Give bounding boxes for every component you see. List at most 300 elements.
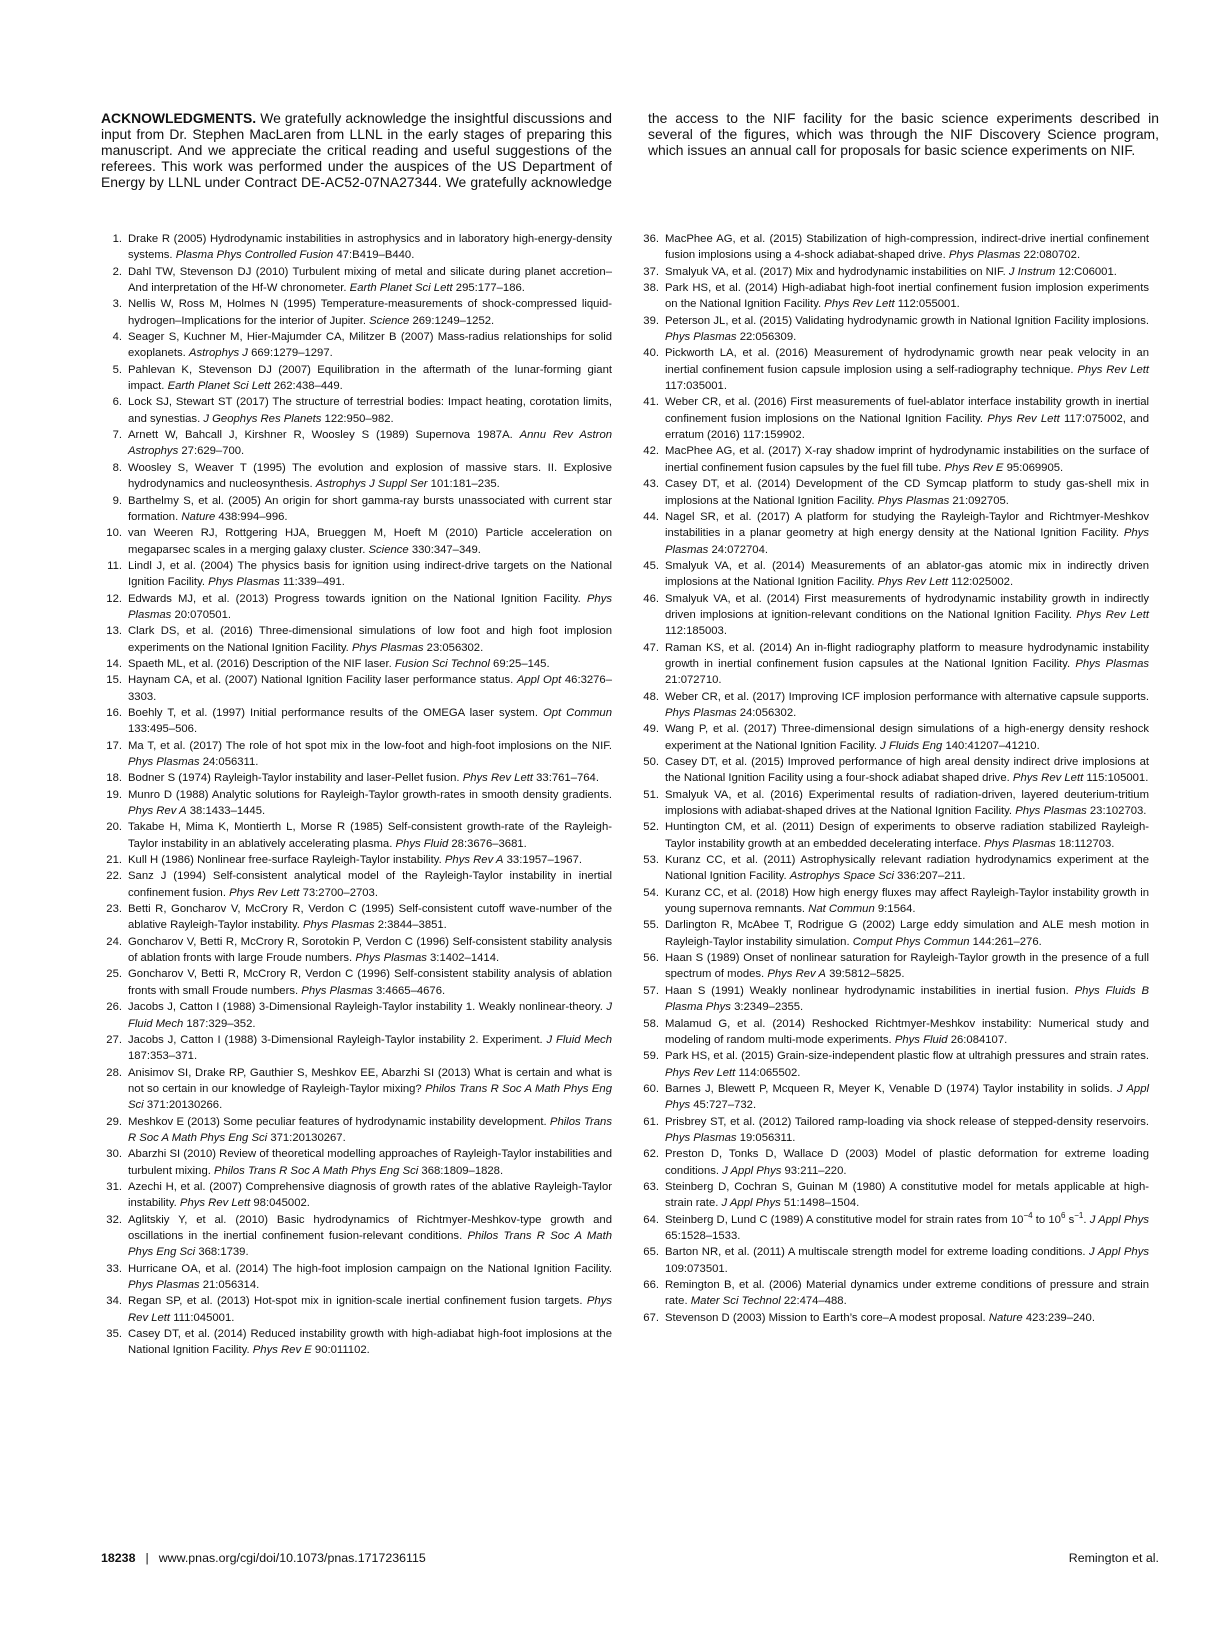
reference-item (101, 868, 612, 901)
acknowledgments (101, 111, 1159, 201)
reference-journal: Appl Opt (516, 674, 562, 687)
reference-citation: 24:056311. (199, 756, 259, 768)
reference-journal: Phys Plasmas (665, 1131, 737, 1144)
reference-text: Preston D, Tonks D, Wallace D (2003) Model of plastic deformation for extreme loading conditions. (665, 1148, 1149, 1177)
reference-number: 16. (106, 706, 122, 719)
reference-journal: Earth Planet Sci Lett (167, 380, 271, 393)
reference-text: Sanz J (1994) Self-consistent analytical model of the Rayleigh-Taylor instability in inertial confinement fusion. (128, 870, 612, 899)
reference-text: Dahl TW, Stevenson DJ (2010) Turbulent mixing of metal and silicate during planet accretion–And interpretation of the Hf-W chronometer. (128, 265, 612, 295)
reference-journal: Phys Plasmas (665, 527, 1149, 556)
reference-citation: 101:181–235. (427, 478, 500, 491)
math-end: . (1083, 1213, 1090, 1226)
reference-item (638, 231, 1149, 264)
reference-text: Abarzhi SI (2010) Review of theoretical modelling approaches of Rayleigh-Taylor instabilities and turbulent mixing. (128, 1148, 612, 1177)
reference-text: Regan SP, et al. (2013) Hot-spot mix in ignition-scale inertial confinement fusion targets. (128, 1295, 587, 1308)
reference-text: Kull H (1986) Nonlinear free-surface Rayleigh-Taylor instability. (128, 854, 445, 867)
reference-journal: Phys Fluid (894, 1033, 948, 1046)
reference-item (101, 1065, 612, 1114)
reference-journal: Phys Rev Lett (1077, 363, 1150, 376)
reference-number: 23. (106, 903, 122, 916)
reference-item (638, 885, 1149, 918)
reference-journal: Astrophys J (188, 347, 248, 360)
reference-number: 3. (112, 298, 122, 311)
reference-item (638, 1277, 1149, 1310)
reference-citation: 112:055001. (894, 298, 960, 311)
reference-text: Barnes J, Blewett P, Mcqueen R, Meyer K, Venable D (1974) Taylor instability in solids. (665, 1082, 1117, 1095)
reference-number: 7. (112, 429, 122, 442)
reference-text: Smalyuk VA, et al. (2014) Measurements of an ablator-gas atomic mix in indirectly driven implosions at the National Ignition Facility. (665, 559, 1149, 589)
reference-journal: Phys Rev A (444, 854, 504, 867)
reference-number: 63. (643, 1180, 659, 1193)
reference-item (101, 819, 612, 852)
reference-journal: Earth Planet Sci Lett (349, 282, 453, 295)
reference-text: Lock SJ, Stewart ST (2017) The structure of terrestrial bodies: Impact heating, corotation limits, and synestias. (128, 396, 612, 425)
reference-item (638, 443, 1149, 476)
reference-citation: 3:4665–4676. (372, 984, 446, 997)
reference-citation: 438:994–996. (215, 510, 288, 523)
reference-citation: 11:339–491. (279, 576, 345, 589)
reference-number: 8. (112, 461, 122, 474)
reference-text: Kuranz CC, et al. (2018) How high energy fluxes may affect Rayleigh-Taylor instability growth in young supernova remnants. (665, 886, 1149, 916)
reference-citation: 2:3844–3851. (374, 919, 447, 932)
reference-citation: 69:25–145. (489, 657, 550, 670)
reference-text: Arnett W, Bahcall J, Kirshner R, Woosley S (1989) Supernova 1987A. (128, 429, 520, 442)
reference-text: Betti R, Goncharov V, McCrory R, Verdon C (1995) Self-consistent cutoff wave-number of the ablative Rayleigh-Taylor instability. (128, 903, 612, 932)
reference-item (101, 1032, 612, 1065)
reference-journal: Science (368, 543, 409, 556)
reference-citation: 47:B419–B440. (333, 249, 415, 262)
reference-citation: 21:092705. (949, 494, 1009, 507)
reference-item (638, 313, 1149, 346)
reference-citation: 46:3276–3303. (128, 674, 612, 703)
references-column-left (101, 231, 612, 1359)
reference-number: 49. (643, 723, 659, 736)
reference-citation: 51:1498–1504. (780, 1197, 860, 1210)
reference-item (101, 1212, 612, 1261)
reference-number: 1. (112, 233, 122, 245)
reference-item (101, 738, 612, 771)
reference-number: 2. (112, 265, 122, 278)
reference-item (101, 787, 612, 820)
reference-citation: 38:1433–1445. (186, 805, 266, 818)
reference-journal: Phys Fluid (395, 837, 449, 850)
reference-citation: 93:211–220. (781, 1164, 847, 1177)
reference-number: 50. (643, 756, 659, 768)
reference-item (101, 1326, 612, 1359)
reference-citation: 98:045002. (250, 1197, 310, 1210)
reference-number: 28. (106, 1066, 122, 1079)
reference-journal: Phys Plasmas (948, 249, 1021, 262)
reference-citation: 115:105001. (1083, 772, 1149, 785)
reference-citation: 22:474–488. (780, 1295, 847, 1308)
math-unit: s (1065, 1213, 1075, 1226)
reference-text: Raman KS, et al. (2014) An in-flight radiography platform to measure hydrodynamic instability growth in inertial confinement fusion capsules at the National Ignition Facility. (665, 641, 1149, 670)
reference-item (101, 362, 612, 395)
reference-item (101, 852, 612, 868)
reference-item (638, 1114, 1149, 1147)
reference-number: 22. (106, 870, 122, 883)
reference-text: Seager S, Kuchner M, Hier-Majumder CA, Militzer B (2007) Mass-radius relationships for solid exoplanets. (128, 331, 612, 360)
reference-citation: 20:070501. (171, 608, 232, 621)
reference-item (638, 1212, 1149, 1245)
reference-item (101, 296, 612, 329)
reference-number: 59. (643, 1050, 659, 1063)
reference-journal: Phys Plasmas (665, 706, 737, 719)
reference-text: Smalyuk VA, et al. (2014) First measurements of hydrodynamic instability growth in indirectly driven implosions at ignition-relevant conditions on the National Ignition Facility. (665, 592, 1149, 621)
reference-number: 55. (643, 919, 659, 932)
reference-citation: 24:056302. (736, 706, 797, 719)
reference-citation: 140:41207–41210. (942, 739, 1040, 752)
reference-text: Haan S (1991) Weakly nonlinear hydrodynamic instabilities in inertial fusion. (665, 984, 1075, 997)
reference-journal: Phys Plasmas (877, 494, 950, 507)
reference-number: 19. (106, 788, 122, 801)
reference-number: 42. (643, 445, 659, 458)
reference-journal: J Fluid Mech (546, 1033, 612, 1046)
reference-journal: Phys Plasmas (351, 641, 424, 654)
reference-item (101, 1261, 612, 1294)
reference-journal: Philos Trans R Soc A Math Phys Eng Sci (128, 1229, 612, 1259)
reference-number: 29. (106, 1115, 122, 1128)
reference-journal: Phys Rev Lett (824, 298, 895, 311)
reference-citation: 117:035001. (665, 380, 727, 393)
reference-journal: Phys Rev Lett (229, 886, 300, 899)
reference-citation: 45:727–732. (690, 1099, 757, 1112)
reference-journal: Phys Plasmas (128, 756, 200, 768)
reference-citation: 23:056302. (423, 641, 484, 654)
reference-item (638, 1244, 1149, 1277)
reference-citation: 187:329–352. (183, 1017, 256, 1030)
reference-journal: Phys Plasmas (128, 1279, 200, 1291)
reference-number: 52. (643, 821, 659, 834)
reference-text: Goncharov V, Betti R, McCrory R, Sorotokin P, Verdon C (1996) Self-consistent stability analysis of ablation fronts with large Froude numbers. (128, 935, 612, 965)
reference-number: 32. (106, 1213, 122, 1226)
reference-citation: 23:102703. (1086, 805, 1147, 818)
reference-number: 15. (106, 674, 122, 687)
reference-text: Spaeth ML, et al. (2016) Description of the NIF laser. (128, 657, 395, 670)
page-footer (101, 1551, 1159, 1565)
math-unit-exp: −1 (1074, 1210, 1084, 1220)
reference-item (101, 1293, 612, 1326)
reference-citation: 262:438–449. (270, 380, 343, 393)
reference-citation: 669:1279–1297. (247, 347, 333, 360)
reference-number: 14. (106, 657, 122, 670)
reference-text: Pahlevan K, Stevenson DJ (2007) Equilibration in the aftermath of the lunar-forming giant impact. (128, 363, 612, 393)
reference-citation: 114:065502. (735, 1066, 801, 1079)
reference-text: MacPhee AG, et al. (2017) X-ray shadow imprint of hydrodynamic instabilities on the surface of inertial confinement fusion capsules by the fuel fill tube. (665, 445, 1149, 474)
reference-journal: Phys Plasmas (984, 837, 1056, 850)
reference-item (638, 1146, 1149, 1179)
reference-number: 65. (643, 1246, 659, 1259)
reference-text: Aglitskiy Y, et al. (2010) Basic hydrodynamics of Richtmyer-Meshkov-type growth and oscillations in the inertial confinement fusion-relevant conditions. (128, 1213, 612, 1242)
doi-link[interactable]: www.pnas.org/cgi/doi/10.1073/pnas.1717236115 (158, 1551, 426, 1565)
reference-item (638, 264, 1149, 280)
reference-number: 18. (106, 772, 122, 785)
reference-item (101, 1146, 612, 1179)
reference-journal: J Appl Phys (722, 1164, 782, 1177)
reference-item (101, 1179, 612, 1212)
reference-journal: Phys Rev Lett (665, 1066, 736, 1079)
reference-journal: J Appl Phys (665, 1082, 1150, 1112)
reference-item (638, 787, 1149, 820)
reference-math (1010, 1210, 1090, 1226)
reference-number: 48. (643, 690, 659, 703)
reference-journal: J Appl Phys (1089, 1213, 1150, 1226)
reference-item (638, 1310, 1149, 1326)
reference-journal: J Fluids Eng (880, 739, 943, 752)
reference-number: 34. (106, 1295, 122, 1308)
reference-text: Haynam CA, et al. (2007) National Ignition Facility laser performance status. (128, 674, 517, 687)
reference-citation: 133:495–506. (128, 723, 198, 736)
reference-text: Jacobs J, Catton I (1988) 3-Dimensional Rayleigh-Taylor instability 2. Experiment. (128, 1033, 547, 1046)
reference-number: 46. (643, 592, 659, 605)
footer-separator: | (145, 1551, 149, 1565)
reference-text: Azechi H, et al. (2007) Comprehensive diagnosis of growth rates of the ablative Rayleigh-Taylor instability. (128, 1180, 612, 1210)
reference-citation: 3:2349–2355. (730, 1001, 804, 1014)
reference-number: 53. (643, 854, 659, 867)
reference-number: 37. (643, 265, 659, 278)
reference-item (638, 558, 1149, 591)
reference-number: 38. (643, 282, 659, 295)
reference-journal: Philos Trans R Soc A Math Phys Eng Sci (128, 1115, 612, 1144)
reference-number: 4. (112, 331, 122, 344)
reference-text: Smalyuk VA, et al. (2017) Mix and hydrodynamic instabilities on NIF. (665, 265, 1009, 278)
reference-text: Park HS, et al. (2014) High-adiabat high-foot inertial confinement fusion implosion experiments on the National Ignition Facility. (665, 282, 1149, 311)
reference-item (638, 852, 1149, 885)
reference-citation: 22:080702. (1020, 249, 1081, 262)
reference-item (101, 966, 612, 999)
reference-item (638, 950, 1149, 983)
reference-text: Casey DT, et al. (2014) Development of the CD Symcap platform to study gas-shell mix in implosions at the National Ignition Facility. (665, 478, 1149, 507)
reference-number: 62. (643, 1148, 659, 1161)
math-b: 10 (1048, 1213, 1061, 1226)
reference-number: 5. (112, 363, 122, 376)
reference-text: Darlington R, McAbee T, Rodrigue G (2002) Large eddy simulation and ALE mesh motion in Rayleigh-Taylor instability simulation. (665, 919, 1149, 948)
reference-number: 36. (643, 233, 659, 245)
reference-citation: 368:1809–1828. (418, 1164, 504, 1177)
reference-number: 24. (106, 935, 122, 948)
reference-text: Remington B, et al. (2006) Material dynamics under extreme conditions of pressure and strain rate. (665, 1279, 1149, 1308)
reference-number: 10. (106, 527, 122, 540)
reference-citation: 336:207–211. (893, 870, 966, 883)
math-mid: to (1032, 1213, 1049, 1226)
reference-text: Meshkov E (2013) Some peculiar features of hydrodynamic instability development. (128, 1115, 550, 1128)
reference-text: Steinberg D, Lund C (1989) A constitutive model for strain rates from (665, 1213, 1011, 1226)
reference-text: Huntington CM, et al. (2011) Design of experiments to observe radiation stabilized Rayleigh-Taylor instability growth at an embedded decelerating interface. (665, 821, 1149, 850)
reference-citation: 423:239–240. (1022, 1311, 1095, 1324)
reference-number: 45. (643, 559, 659, 572)
reference-text: Casey DT, et al. (2015) Improved performance of high areal density indirect drive implosions at the National Ignition Facility using a four-shock adiabat shaped drive. (665, 756, 1149, 785)
reference-number: 61. (643, 1115, 659, 1128)
reference-journal: Comput Phys Commun (852, 935, 970, 948)
reference-text: Weber CR, et al. (2017) Improving ICF implosion performance with alternative capsule supports. (665, 690, 1149, 703)
reference-journal: Phys Rev Lett (877, 576, 948, 589)
reference-text: MacPhee AG, et al. (2015) Stabilization of high-compression, indirect-drive inertial confinement fusion implosions using a 4-shock adiabat-shaped drive. (665, 233, 1149, 262)
reference-text: Casey DT, et al. (2014) Reduced instability growth with high-adiabat high-foot implosions at the National Ignition Facility. (128, 1328, 612, 1357)
reference-citation: 39:5812–5825. (825, 968, 905, 981)
reference-journal: Phys Rev Lett (1012, 772, 1084, 785)
reference-text: Clark DS, et al. (2016) Three-dimensional simulations of low foot and high foot implosion experiments on the National Ignition Facility. (128, 625, 612, 654)
reference-journal: Phys Rev Lett (128, 1295, 612, 1324)
reference-text: Hurricane OA, et al. (2014) The high-foot implosion campaign on the National Ignition Facility. (128, 1262, 612, 1275)
reference-number: 20. (106, 821, 122, 834)
reference-journal: J Instrum (1008, 265, 1056, 278)
reference-citation: 295:177–186. (452, 282, 525, 295)
reference-number: 31. (106, 1180, 122, 1193)
reference-item (101, 1114, 612, 1147)
reference-text: Kuranz CC, et al. (2011) Astrophysically relevant radiation hydrodynamics experiment at the National Ignition Facility. (665, 854, 1149, 883)
reference-item (101, 656, 612, 672)
reference-number: 35. (106, 1328, 122, 1341)
reference-item (638, 1048, 1149, 1081)
reference-item (638, 640, 1149, 689)
page-number: 18238 (101, 1551, 136, 1565)
reference-journal: Phys Plasmas (665, 331, 737, 344)
reference-citation: 109:073501. (665, 1262, 728, 1275)
reference-citation: 117:075002, and erratum (2016) 117:159902. (665, 412, 1149, 442)
reference-item (101, 934, 612, 967)
reference-text: Barton NR, et al. (2011) A multiscale strength model for extreme loading conditions. (665, 1246, 1090, 1259)
reference-journal: Philos Trans R Soc A Math Phys Eng Sci (128, 1082, 612, 1112)
reference-text: Peterson JL, et al. (2015) Validating hydrodynamic growth in National Ignition Facility implosions. (665, 314, 1149, 327)
reference-journal: Phys Plasmas (355, 952, 427, 965)
reference-text: Prisbrey ST, et al. (2012) Tailored ramp-loading via shock release of stepped-density reservoirs. (665, 1115, 1149, 1128)
reference-citation: 73:2700–2703. (299, 886, 378, 899)
reference-item (101, 672, 612, 705)
reference-citation: 112:185003. (665, 625, 727, 638)
reference-text: Nellis W, Ross M, Holmes N (1995) Temperature-measurements of shock-compressed liquid-hydrogen–Implications for the interior of Jupiter. (128, 298, 612, 327)
reference-text: Haan S (1989) Onset of nonlinear saturation for Rayleigh-Taylor growth in the presence of a full spectrum of modes. (665, 952, 1149, 981)
reference-text: Anisimov SI, Drake RP, Gauthier S, Meshkov EE, Abarzhi SI (2013) What is certain and what is not so certain in our knowledge of Rayleigh-Taylor mixing? (128, 1066, 612, 1095)
reference-text: Drake R (2005) Hydrodynamic instabilities in astrophysics and in laboratory high-energy-density systems. (128, 233, 612, 262)
reference-number: 30. (106, 1148, 122, 1161)
reference-citation: 18:112703. (1055, 837, 1115, 850)
reference-item (101, 427, 612, 460)
reference-text: Munro D (1988) Analytic solutions for Rayleigh-Taylor growth-rates in smooth density gradients. (128, 788, 612, 801)
reference-citation: 21:072710. (665, 674, 722, 687)
reference-item (101, 460, 612, 493)
reference-text: Takabe H, Mima K, Montierth L, Morse R (1985) Self-consistent growth-rate of the Rayleigh-Taylor instability in an ablatively accelerating plasma. (128, 821, 612, 850)
reference-journal: Fusion Sci Technol (394, 657, 490, 670)
reference-text: Stevenson D (2003) Mission to Earth’s core–A modest proposal. (665, 1311, 989, 1324)
reference-journal: Nature (181, 510, 216, 523)
reference-journal: Phys Rev E (252, 1344, 312, 1357)
reference-item (638, 917, 1149, 950)
reference-number: 64. (643, 1213, 659, 1226)
reference-citation: 95:069905. (1003, 461, 1064, 474)
reference-citation: 26:084107. (947, 1033, 1008, 1046)
reference-item (101, 525, 612, 558)
reference-journal: Phys Rev A (767, 968, 826, 981)
reference-citation: 28:3676–3681. (448, 837, 527, 850)
reference-item (638, 754, 1149, 787)
reference-citation: 22:056309. (736, 331, 797, 344)
reference-number: 13. (106, 625, 122, 638)
reference-journal: Phys Plasmas (1015, 805, 1087, 818)
reference-number: 33. (106, 1262, 122, 1275)
reference-journal: Phys Rev E (944, 461, 1004, 474)
reference-text: Goncharov V, Betti R, McCrory R, Verdon C (1996) Self-consistent stability analysis of ablation fronts with small Froude numbers. (128, 968, 612, 997)
reference-citation: 33:761–764. (533, 772, 599, 785)
reference-item (638, 689, 1149, 722)
reference-text: Ma T, et al. (2017) The role of hot spot mix in the low-foot and high-foot implosions on the NIF. (128, 739, 612, 752)
reference-item (101, 231, 612, 264)
reference-number: 43. (643, 478, 659, 491)
reference-citation: 187:353–371. (128, 1050, 198, 1063)
reference-citation: 33:1957–1967. (503, 854, 583, 867)
reference-text: Edwards MJ, et al. (2013) Progress towards ignition on the National Ignition Facility. (128, 592, 587, 605)
reference-citation: 19:056311. (736, 1131, 796, 1144)
reference-text: Jacobs J, Catton I (1988) 3-Dimensional Rayleigh-Taylor instability 1. Weakly nonlinear-theory. (128, 1001, 607, 1014)
reference-journal: Phys Plasmas (301, 984, 373, 997)
reference-citation: 122:950–982. (321, 412, 394, 425)
reference-journal: Philos Trans R Soc A Math Phys Eng Sci (214, 1164, 419, 1177)
reference-number: 57. (643, 984, 659, 997)
reference-journal: Phys Fluids B Plasma Phys (665, 984, 1150, 1014)
reference-citation: 9:1564. (874, 903, 916, 916)
reference-text: Lindl J, et al. (2004) The physics basis for ignition using indirect-drive targets on the National Ignition Facility. (128, 559, 612, 589)
reference-number: 6. (112, 396, 122, 409)
reference-item (101, 329, 612, 362)
reference-citation: 330:347–349. (408, 543, 481, 556)
reference-item (638, 476, 1149, 509)
reference-journal: Phys Rev Lett (462, 772, 534, 785)
reference-item (101, 705, 612, 738)
reference-item (101, 623, 612, 656)
reference-number: 51. (643, 788, 659, 801)
reference-number: 9. (112, 494, 122, 507)
reference-text: Pickworth LA, et al. (2016) Measurement of hydrodynamic growth near peak velocity in an inertial confinement fusion capsule implosion using a self-radiography technique. (665, 347, 1149, 376)
reference-text: Weber CR, et al. (2016) First measurements of fuel-ablator interface instability growth in inertial confinement fusion implosions on the National Ignition Facility. (665, 396, 1149, 425)
reference-item (638, 819, 1149, 852)
reference-number: 56. (643, 952, 659, 965)
reference-number: 27. (106, 1033, 122, 1046)
reference-journal: Opt Commun (542, 706, 612, 719)
reference-journal: Phys Rev A (128, 805, 187, 818)
reference-journal: Astrophys J Suppl Ser (315, 478, 428, 491)
reference-item (638, 591, 1149, 640)
math-b-exp: 6 (1060, 1210, 1066, 1220)
reference-citation: 3:1402–1414. (426, 952, 500, 965)
reference-citation: 90:011102. (311, 1344, 370, 1357)
reference-text: Nagel SR, et al. (2017) A platform for studying the Rayleigh-Taylor and Richtmyer-Meshkov instabilities in a planar geometry at high energy density at the National Ignition Facility. (665, 510, 1149, 540)
reference-item (101, 558, 612, 591)
reference-item (101, 493, 612, 526)
reference-item (638, 280, 1149, 313)
reference-number: 39. (643, 314, 659, 327)
reference-number: 66. (643, 1279, 659, 1291)
reference-citation: 144:261–276. (969, 935, 1042, 948)
reference-journal: Science (369, 314, 410, 327)
reference-number: 12. (106, 592, 122, 605)
reference-journal: Nat Commun (808, 903, 875, 916)
reference-number: 25. (106, 968, 122, 981)
reference-citation: 65:1528–1533. (665, 1229, 741, 1242)
reference-item (101, 591, 612, 624)
reference-text: Woosley S, Weaver T (1995) The evolution and explosion of massive stars. II. Explosive hydrodynamics and nucleosynthesis. (128, 461, 612, 491)
reference-text: Bodner S (1974) Rayleigh-Taylor instability and laser-Pellet fusion. (128, 772, 463, 785)
reference-journal: Phys Rev Lett (179, 1197, 251, 1210)
reference-journal: J Appl Phys (1089, 1246, 1149, 1259)
reference-citation: 24:072704. (708, 543, 769, 556)
reference-citation: 12:C06001. (1055, 265, 1117, 278)
reference-journal: Astrophys Space Sci (789, 870, 894, 883)
reference-text: Steinberg D, Cochran S, Guinan M (1980) A constitutive model for metals applicable at high-strain rate. (665, 1180, 1149, 1210)
reference-journal: J Geophys Res Planets (203, 412, 322, 425)
reference-number: 40. (643, 347, 659, 360)
reference-item (638, 345, 1149, 394)
reference-citation: 269:1249–1252. (409, 314, 495, 327)
reference-number: 58. (643, 1017, 659, 1030)
